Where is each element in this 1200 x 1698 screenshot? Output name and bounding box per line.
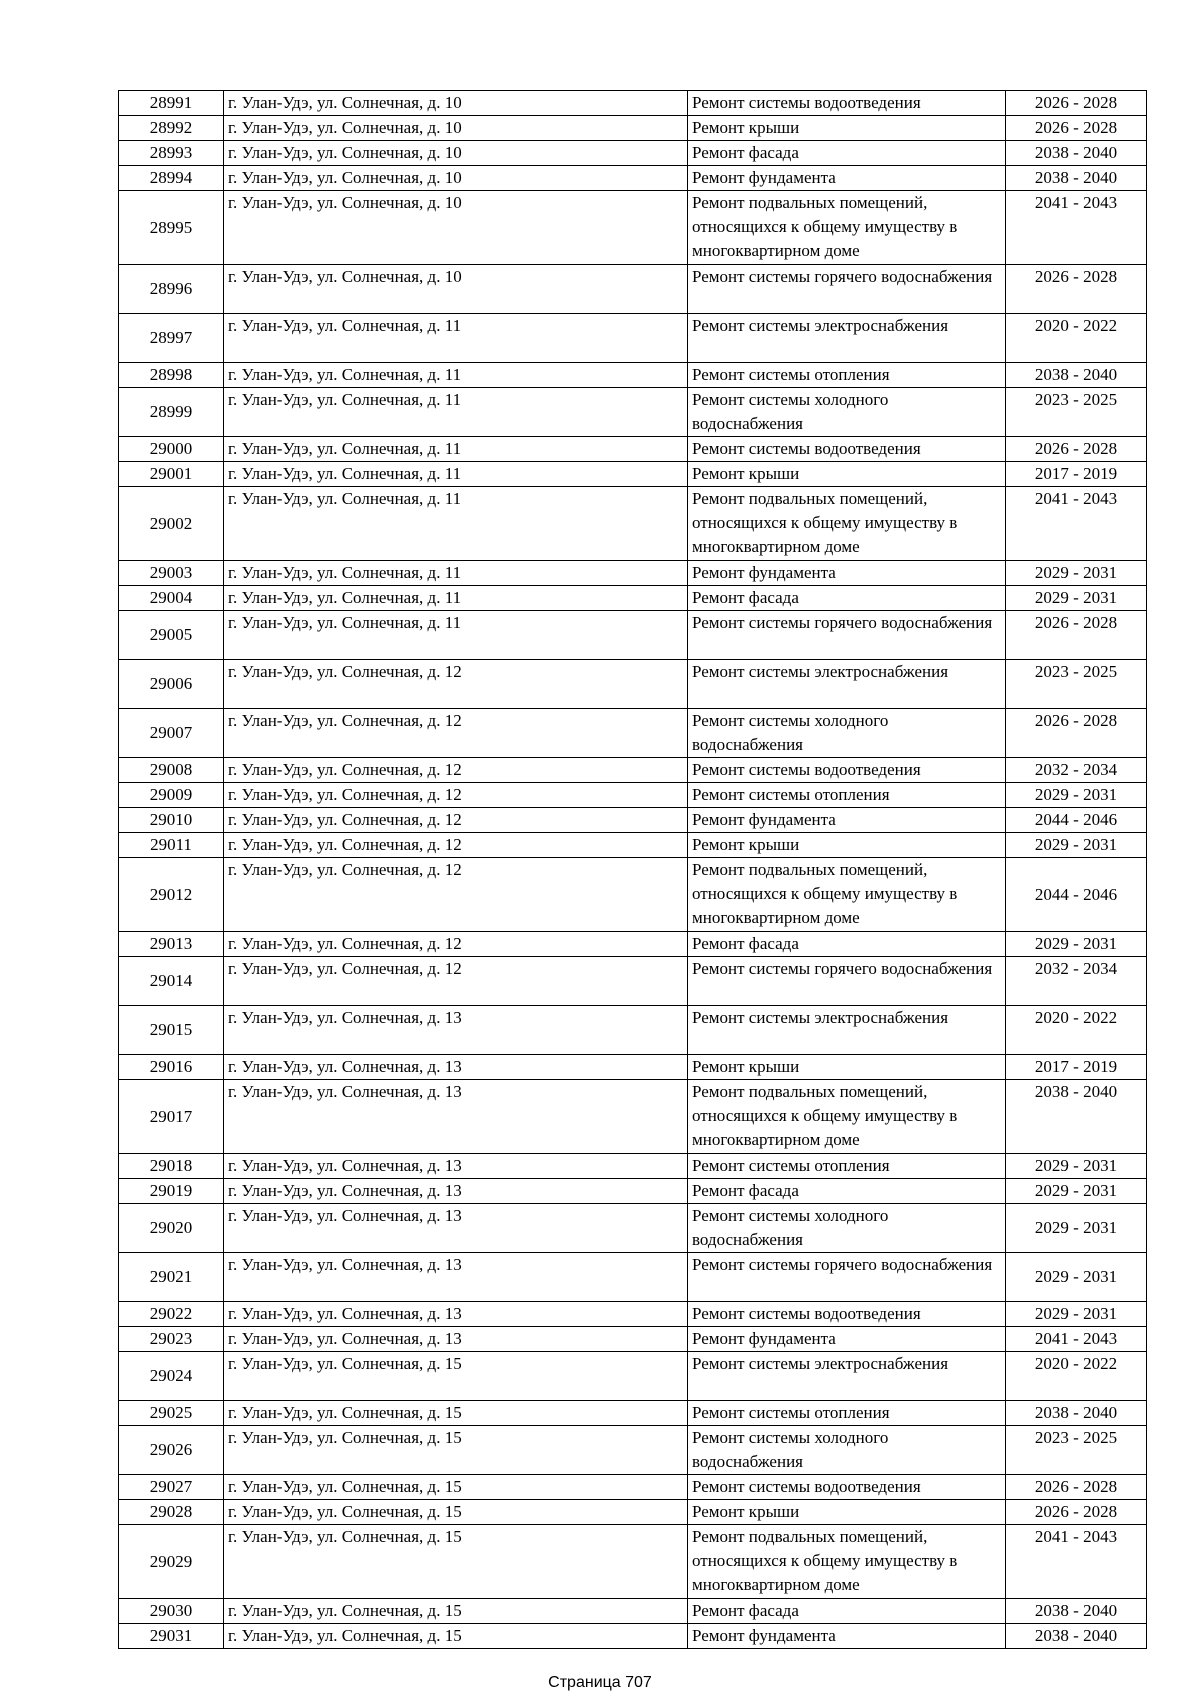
address-cell: г. Улан-Удэ, ул. Солнечная, д. 11 (224, 388, 688, 437)
work-type-cell: Ремонт системы горячего водоснабжения (688, 611, 1006, 660)
row-id-cell: 29025 (119, 1401, 224, 1426)
table-row (119, 858, 1147, 932)
period-cell: 2041 - 2043 (1006, 487, 1147, 561)
work-type-cell: Ремонт крыши (688, 1500, 1006, 1525)
table-row (119, 116, 1147, 141)
row-id-cell: 29008 (119, 758, 224, 783)
table-row (119, 783, 1147, 808)
address-cell: г. Улан-Удэ, ул. Солнечная, д. 12 (224, 833, 688, 858)
table-row (119, 1624, 1147, 1649)
row-id-cell: 29002 (119, 487, 224, 561)
period-cell: 2026 - 2028 (1006, 709, 1147, 758)
period-cell: 2032 - 2034 (1006, 957, 1147, 1006)
row-id-cell: 29001 (119, 462, 224, 487)
table-row (119, 1055, 1147, 1080)
period-cell: 2029 - 2031 (1006, 1179, 1147, 1204)
table-row (119, 1154, 1147, 1179)
work-type-cell: Ремонт фасада (688, 586, 1006, 611)
address-cell: г. Улан-Удэ, ул. Солнечная, д. 12 (224, 709, 688, 758)
address-cell: г. Улан-Удэ, ул. Солнечная, д. 11 (224, 314, 688, 363)
period-cell: 2017 - 2019 (1006, 1055, 1147, 1080)
address-cell: г. Улан-Удэ, ул. Солнечная, д. 13 (224, 1327, 688, 1352)
work-type-cell: Ремонт фундамента (688, 561, 1006, 586)
address-cell: г. Улан-Удэ, ул. Солнечная, д. 13 (224, 1253, 688, 1302)
period-cell: 2026 - 2028 (1006, 1500, 1147, 1525)
work-type-cell: Ремонт системы отопления (688, 363, 1006, 388)
table-row (119, 709, 1147, 758)
period-cell: 2026 - 2028 (1006, 611, 1147, 660)
period-cell: 2029 - 2031 (1006, 561, 1147, 586)
row-id-cell: 28992 (119, 116, 224, 141)
work-type-cell: Ремонт системы водоотведения (688, 1302, 1006, 1327)
period-cell: 2038 - 2040 (1006, 1401, 1147, 1426)
row-id-cell: 29021 (119, 1253, 224, 1302)
work-type-cell: Ремонт системы водоотведения (688, 1475, 1006, 1500)
table-row (119, 1253, 1147, 1302)
period-cell: 2020 - 2022 (1006, 1352, 1147, 1401)
address-cell: г. Улан-Удэ, ул. Солнечная, д. 12 (224, 957, 688, 1006)
work-type-cell: Ремонт подвальных помещений, относящихся к общему имуществу в многоквартирном доме (688, 1080, 1006, 1154)
period-cell: 2029 - 2031 (1006, 1253, 1147, 1302)
period-cell: 2038 - 2040 (1006, 1080, 1147, 1154)
address-cell: г. Улан-Удэ, ул. Солнечная, д. 10 (224, 191, 688, 265)
work-type-cell: Ремонт системы электроснабжения (688, 660, 1006, 709)
address-cell: г. Улан-Удэ, ул. Солнечная, д. 15 (224, 1352, 688, 1401)
work-type-cell: Ремонт крыши (688, 116, 1006, 141)
row-id-cell: 29015 (119, 1006, 224, 1055)
page-number: Страница 707 (548, 1674, 652, 1691)
row-id-cell: 29006 (119, 660, 224, 709)
period-cell: 2023 - 2025 (1006, 388, 1147, 437)
work-type-cell: Ремонт крыши (688, 833, 1006, 858)
period-cell: 2020 - 2022 (1006, 1006, 1147, 1055)
period-cell: 2026 - 2028 (1006, 91, 1147, 116)
table-row (119, 1500, 1147, 1525)
address-cell: г. Улан-Удэ, ул. Солнечная, д. 10 (224, 141, 688, 166)
address-cell: г. Улан-Удэ, ул. Солнечная, д. 12 (224, 932, 688, 957)
period-cell: 2026 - 2028 (1006, 116, 1147, 141)
table-row (119, 1327, 1147, 1352)
row-id-cell: 29017 (119, 1080, 224, 1154)
table-row (119, 1302, 1147, 1327)
table-row (119, 1525, 1147, 1599)
table-row (119, 1179, 1147, 1204)
address-cell: г. Улан-Удэ, ул. Солнечная, д. 12 (224, 783, 688, 808)
work-type-cell: Ремонт системы электроснабжения (688, 1006, 1006, 1055)
period-cell: 2029 - 2031 (1006, 1204, 1147, 1253)
table-row (119, 1352, 1147, 1401)
address-cell: г. Улан-Удэ, ул. Солнечная, д. 12 (224, 858, 688, 932)
period-cell: 2017 - 2019 (1006, 462, 1147, 487)
period-cell: 2038 - 2040 (1006, 166, 1147, 191)
row-id-cell: 28996 (119, 265, 224, 314)
address-cell: г. Улан-Удэ, ул. Солнечная, д. 15 (224, 1525, 688, 1599)
period-cell: 2023 - 2025 (1006, 1426, 1147, 1475)
address-cell: г. Улан-Удэ, ул. Солнечная, д. 12 (224, 758, 688, 783)
address-cell: г. Улан-Удэ, ул. Солнечная, д. 11 (224, 363, 688, 388)
work-type-cell: Ремонт системы водоотведения (688, 437, 1006, 462)
row-id-cell: 29023 (119, 1327, 224, 1352)
address-cell: г. Улан-Удэ, ул. Солнечная, д. 11 (224, 586, 688, 611)
work-type-cell: Ремонт системы горячего водоснабжения (688, 957, 1006, 1006)
row-id-cell: 29007 (119, 709, 224, 758)
period-cell: 2038 - 2040 (1006, 141, 1147, 166)
table-row (119, 660, 1147, 709)
work-type-cell: Ремонт системы отопления (688, 783, 1006, 808)
row-id-cell: 29014 (119, 957, 224, 1006)
row-id-cell: 29011 (119, 833, 224, 858)
table-row (119, 758, 1147, 783)
row-id-cell: 29026 (119, 1426, 224, 1475)
address-cell: г. Улан-Удэ, ул. Солнечная, д. 10 (224, 116, 688, 141)
row-id-cell: 28997 (119, 314, 224, 363)
period-cell: 2029 - 2031 (1006, 1154, 1147, 1179)
row-id-cell: 29020 (119, 1204, 224, 1253)
work-type-cell: Ремонт фасада (688, 1599, 1006, 1624)
table-row (119, 1006, 1147, 1055)
work-type-cell: Ремонт системы водоотведения (688, 758, 1006, 783)
row-id-cell: 29030 (119, 1599, 224, 1624)
row-id-cell: 29024 (119, 1352, 224, 1401)
address-cell: г. Улан-Удэ, ул. Солнечная, д. 12 (224, 808, 688, 833)
table-row (119, 1426, 1147, 1475)
work-type-cell: Ремонт системы холодного водоснабжения (688, 1204, 1006, 1253)
row-id-cell: 29022 (119, 1302, 224, 1327)
table-row (119, 611, 1147, 660)
table-row (119, 166, 1147, 191)
table-row (119, 388, 1147, 437)
work-type-cell: Ремонт крыши (688, 462, 1006, 487)
address-cell: г. Улан-Удэ, ул. Солнечная, д. 10 (224, 265, 688, 314)
table-row (119, 561, 1147, 586)
row-id-cell: 29018 (119, 1154, 224, 1179)
table-row (119, 191, 1147, 265)
address-cell: г. Улан-Удэ, ул. Солнечная, д. 11 (224, 462, 688, 487)
address-cell: г. Улан-Удэ, ул. Солнечная, д. 13 (224, 1302, 688, 1327)
period-cell: 2041 - 2043 (1006, 1525, 1147, 1599)
work-type-cell: Ремонт системы холодного водоснабжения (688, 709, 1006, 758)
period-cell: 2038 - 2040 (1006, 363, 1147, 388)
row-id-cell: 29004 (119, 586, 224, 611)
address-cell: г. Улан-Удэ, ул. Солнечная, д. 11 (224, 437, 688, 462)
work-type-cell: Ремонт подвальных помещений, относящихся к общему имуществу в многоквартирном доме (688, 1525, 1006, 1599)
table-row (119, 957, 1147, 1006)
row-id-cell: 29027 (119, 1475, 224, 1500)
work-type-cell: Ремонт системы электроснабжения (688, 1352, 1006, 1401)
period-cell: 2023 - 2025 (1006, 660, 1147, 709)
address-cell: г. Улан-Удэ, ул. Солнечная, д. 13 (224, 1055, 688, 1080)
table-row (119, 437, 1147, 462)
table-row (119, 586, 1147, 611)
work-type-cell: Ремонт системы холодного водоснабжения (688, 388, 1006, 437)
work-type-cell: Ремонт системы электроснабжения (688, 314, 1006, 363)
address-cell: г. Улан-Удэ, ул. Солнечная, д. 13 (224, 1204, 688, 1253)
period-cell: 2029 - 2031 (1006, 833, 1147, 858)
table-row (119, 91, 1147, 116)
table-row (119, 808, 1147, 833)
address-cell: г. Улан-Удэ, ул. Солнечная, д. 11 (224, 487, 688, 561)
address-cell: г. Улан-Удэ, ул. Солнечная, д. 10 (224, 166, 688, 191)
row-id-cell: 29009 (119, 783, 224, 808)
work-type-cell: Ремонт подвальных помещений, относящихся к общему имуществу в многоквартирном доме (688, 487, 1006, 561)
period-cell: 2020 - 2022 (1006, 314, 1147, 363)
row-id-cell: 29012 (119, 858, 224, 932)
address-cell: г. Улан-Удэ, ул. Солнечная, д. 13 (224, 1080, 688, 1154)
repair-schedule-table (118, 90, 1147, 1649)
table-row (119, 363, 1147, 388)
table-row (119, 932, 1147, 957)
period-cell: 2026 - 2028 (1006, 1475, 1147, 1500)
period-cell: 2038 - 2040 (1006, 1624, 1147, 1649)
table-row (119, 1599, 1147, 1624)
table-row (119, 141, 1147, 166)
work-type-cell: Ремонт системы отопления (688, 1154, 1006, 1179)
table-row (119, 487, 1147, 561)
work-type-cell: Ремонт системы горячего водоснабжения (688, 265, 1006, 314)
table-row (119, 1401, 1147, 1426)
period-cell: 2026 - 2028 (1006, 265, 1147, 314)
period-cell: 2044 - 2046 (1006, 858, 1147, 932)
row-id-cell: 29003 (119, 561, 224, 586)
row-id-cell: 29028 (119, 1500, 224, 1525)
table-body (119, 91, 1147, 1649)
work-type-cell: Ремонт фасада (688, 932, 1006, 957)
address-cell: г. Улан-Удэ, ул. Солнечная, д. 13 (224, 1179, 688, 1204)
table-row (119, 833, 1147, 858)
address-cell: г. Улан-Удэ, ул. Солнечная, д. 15 (224, 1426, 688, 1475)
address-cell: г. Улан-Удэ, ул. Солнечная, д. 12 (224, 660, 688, 709)
period-cell: 2044 - 2046 (1006, 808, 1147, 833)
address-cell: г. Улан-Удэ, ул. Солнечная, д. 13 (224, 1154, 688, 1179)
table-row (119, 462, 1147, 487)
table-row (119, 1080, 1147, 1154)
table-row (119, 314, 1147, 363)
period-cell: 2041 - 2043 (1006, 191, 1147, 265)
period-cell: 2029 - 2031 (1006, 1302, 1147, 1327)
row-id-cell: 29000 (119, 437, 224, 462)
table-row (119, 1204, 1147, 1253)
work-type-cell: Ремонт системы холодного водоснабжения (688, 1426, 1006, 1475)
table-row (119, 1475, 1147, 1500)
address-cell: г. Улан-Удэ, ул. Солнечная, д. 11 (224, 611, 688, 660)
work-type-cell: Ремонт подвальных помещений, относящихся к общему имуществу в многоквартирном доме (688, 858, 1006, 932)
address-cell: г. Улан-Удэ, ул. Солнечная, д. 15 (224, 1401, 688, 1426)
row-id-cell: 28995 (119, 191, 224, 265)
row-id-cell: 29029 (119, 1525, 224, 1599)
address-cell: г. Улан-Удэ, ул. Солнечная, д. 15 (224, 1624, 688, 1649)
work-type-cell: Ремонт фундамента (688, 1327, 1006, 1352)
period-cell: 2029 - 2031 (1006, 586, 1147, 611)
period-cell: 2029 - 2031 (1006, 932, 1147, 957)
address-cell: г. Улан-Удэ, ул. Солнечная, д. 15 (224, 1599, 688, 1624)
work-type-cell: Ремонт крыши (688, 1055, 1006, 1080)
address-cell: г. Улан-Удэ, ул. Солнечная, д. 11 (224, 561, 688, 586)
work-type-cell: Ремонт фундамента (688, 166, 1006, 191)
row-id-cell: 28991 (119, 91, 224, 116)
row-id-cell: 29031 (119, 1624, 224, 1649)
row-id-cell: 28999 (119, 388, 224, 437)
row-id-cell: 29010 (119, 808, 224, 833)
work-type-cell: Ремонт подвальных помещений, относящихся к общему имуществу в многоквартирном доме (688, 191, 1006, 265)
row-id-cell: 29013 (119, 932, 224, 957)
period-cell: 2026 - 2028 (1006, 437, 1147, 462)
period-cell: 2041 - 2043 (1006, 1327, 1147, 1352)
work-type-cell: Ремонт фундамента (688, 808, 1006, 833)
address-cell: г. Улан-Удэ, ул. Солнечная, д. 15 (224, 1475, 688, 1500)
address-cell: г. Улан-Удэ, ул. Солнечная, д. 13 (224, 1006, 688, 1055)
period-cell: 2038 - 2040 (1006, 1599, 1147, 1624)
work-type-cell: Ремонт фасада (688, 141, 1006, 166)
row-id-cell: 28993 (119, 141, 224, 166)
work-type-cell: Ремонт системы горячего водоснабжения (688, 1253, 1006, 1302)
work-type-cell: Ремонт фасада (688, 1179, 1006, 1204)
work-type-cell: Ремонт системы водоотведения (688, 91, 1006, 116)
address-cell: г. Улан-Удэ, ул. Солнечная, д. 15 (224, 1500, 688, 1525)
row-id-cell: 29016 (119, 1055, 224, 1080)
row-id-cell: 28998 (119, 363, 224, 388)
period-cell: 2029 - 2031 (1006, 783, 1147, 808)
work-type-cell: Ремонт фундамента (688, 1624, 1006, 1649)
table-row (119, 265, 1147, 314)
row-id-cell: 29005 (119, 611, 224, 660)
work-type-cell: Ремонт системы отопления (688, 1401, 1006, 1426)
address-cell: г. Улан-Удэ, ул. Солнечная, д. 10 (224, 91, 688, 116)
row-id-cell: 29019 (119, 1179, 224, 1204)
period-cell: 2032 - 2034 (1006, 758, 1147, 783)
row-id-cell: 28994 (119, 166, 224, 191)
